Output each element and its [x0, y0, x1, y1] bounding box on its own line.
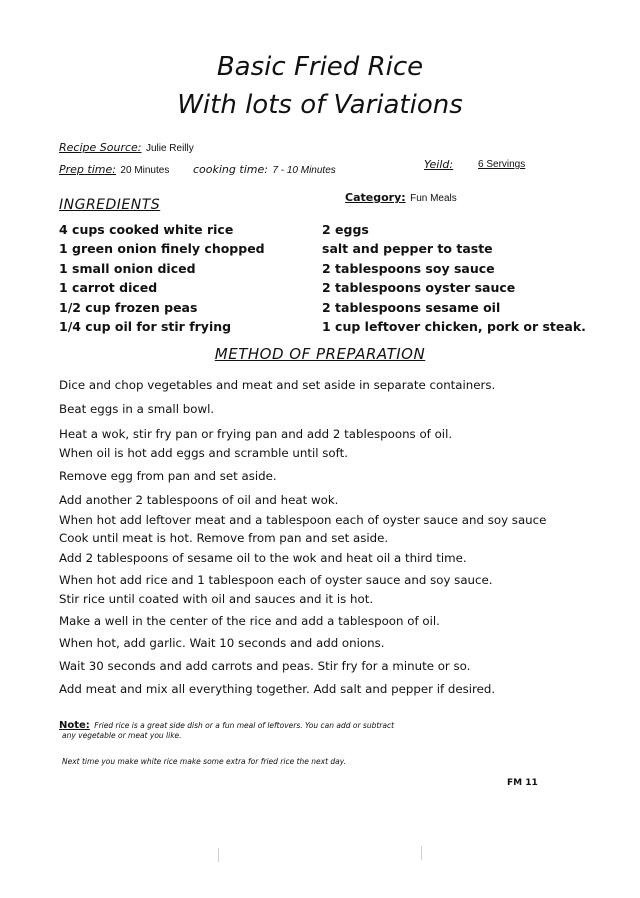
ingredient-item: 2 tablespoons soy sauce: [322, 261, 495, 276]
ingredient-item: 2 tablespoons oyster sauce: [322, 280, 516, 295]
method-step: Make a well in the center of the rice and add a tablespoon of oil.: [59, 614, 440, 628]
method-step: When hot, add garlic. Wait 10 seconds and add onions.: [59, 636, 385, 650]
note-text-line3: Next time you make white rice make some extra for fried rice the next day.: [62, 757, 346, 766]
ingredient-item: 2 tablespoons sesame oil: [322, 300, 501, 315]
method-step: Wait 30 seconds and add carrots and peas. Stir fry for a minute or so.: [59, 659, 471, 673]
ingredient-item: 4 cups cooked white rice: [59, 222, 234, 237]
ingredient-item: 1 green onion finely chopped: [59, 241, 265, 256]
prep-time-value: 20 Minutes: [120, 165, 170, 176]
method-step: Cook until meat is hot. Remove from pan and set aside.: [59, 531, 389, 545]
method-step: When hot add leftover meat and a tablespoon each of oyster sauce and soy sauce: [59, 513, 547, 527]
cooking-time: [193, 160, 336, 178]
method-step: Add meat and mix all everything together. Add salt and pepper if desired.: [59, 682, 496, 696]
method-step: When hot add rice and 1 tablespoon each of oyster sauce and soy sauce.: [59, 573, 493, 587]
note-text-line2: any vegetable or meat you like.: [62, 731, 182, 740]
ingredient-item: 1/2 cup frozen peas: [59, 300, 198, 315]
scan-mark: [218, 848, 219, 862]
method-step: Remove egg from pan and set aside.: [59, 469, 277, 483]
method-step: Add 2 tablespoons of sesame oil to the wok and heat oil a third time.: [59, 551, 467, 565]
ingredient-item: 1/4 cup oil for stir frying: [59, 319, 232, 334]
recipe-title-line1: Basic Fried Rice: [216, 52, 424, 82]
prep-time-label: Prep time:: [59, 163, 116, 176]
ingredients-heading: INGREDIENTS: [59, 197, 161, 213]
ingredient-item: 1 carrot diced: [59, 280, 158, 295]
yield-label: Yeild:: [424, 158, 454, 171]
category: [345, 188, 457, 206]
ingredient-item: 2 eggs: [322, 222, 369, 237]
method-step: Dice and chop vegetables and meat and set aside in separate containers.: [59, 378, 496, 392]
ingredient-item: 1 cup leftover chicken, pork or steak.: [322, 319, 586, 334]
note-label: Note:: [59, 720, 90, 731]
cooking-time-label: cooking time:: [193, 163, 268, 176]
category-value: Fun Meals: [410, 193, 457, 204]
category-label: Category:: [345, 191, 406, 204]
recipe-title-line2: With lots of Variations: [177, 90, 463, 120]
recipe-source: [59, 138, 194, 156]
method-heading: METHOD OF PREPARATION: [214, 345, 426, 363]
recipe-source-value: Julie Reilly: [145, 143, 194, 154]
method-step: When oil is hot add eggs and scramble until soft.: [59, 446, 348, 460]
recipe-source-label: Recipe Source:: [59, 141, 142, 154]
ingredient-item: 1 small onion diced: [59, 261, 196, 276]
scan-mark: [421, 846, 422, 860]
method-step: Add another 2 tablespoons of oil and heat wok.: [59, 493, 339, 507]
method-step: Beat eggs in a small bowl.: [59, 402, 215, 416]
page-code: FM 11: [507, 778, 538, 788]
ingredient-item: salt and pepper to taste: [322, 241, 493, 256]
prep-time: [59, 160, 169, 178]
note-text-line1: Fried rice is a great side dish or a fun meal of leftovers. You can add or subtract: [94, 721, 395, 730]
method-step: Stir rice until coated with oil and sauces and it is hot.: [59, 592, 374, 606]
yield-value: 6 Servings: [478, 159, 526, 170]
cooking-time-value: 7 - 10 Minutes: [272, 165, 336, 176]
method-step: Heat a wok, stir fry pan or frying pan and add 2 tablespoons of oil.: [59, 427, 453, 441]
